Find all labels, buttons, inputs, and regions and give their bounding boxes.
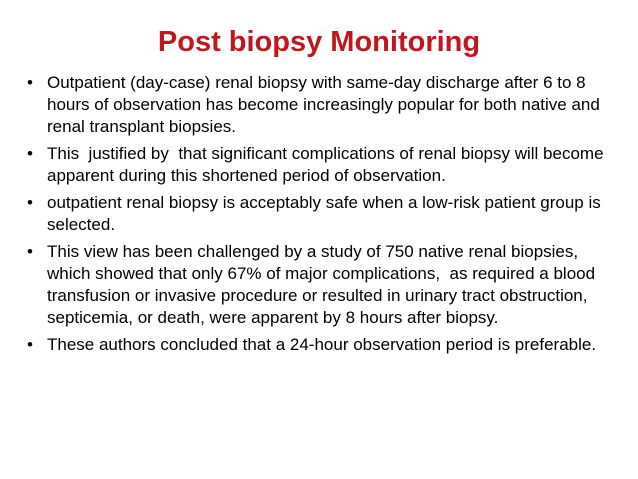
bullet-icon: •: [27, 193, 33, 212]
bullet-icon: •: [27, 144, 33, 163]
slide-title: Post biopsy Monitoring: [157, 26, 481, 58]
bullet-text: outpatient renal biopsy is acceptably safe when a low-risk patient group is selected.: [47, 193, 601, 234]
bullet-item: [25, 192, 621, 236]
bullet-item: [25, 143, 621, 187]
bullet-list: [25, 72, 621, 361]
bullet-icon: •: [27, 335, 33, 354]
bullet-text: Outpatient (day-case) renal biopsy with same-day discharge after 6 to 8 hours of observation has become increasingly popular for both native and renal transplant biopsies.: [47, 73, 600, 136]
bullet-text: This justified by that significant complications of renal biopsy will become apparent during this shortened period of observation.: [47, 144, 609, 185]
bullet-item: [25, 334, 621, 356]
bullet-text: These authors concluded that a 24-hour observation period is preferable.: [47, 335, 597, 354]
bullet-item: [25, 72, 621, 138]
bullet-text: This view has been challenged by a study of 750 native renal biopsies, which showed that only 67% of major complications, as required a blood transfusion or invasive procedure or resulted in urinary tract obstruction, septicemia, or death, were apparent by 8 hours after biopsy.: [47, 242, 600, 327]
bullet-item: [25, 241, 621, 329]
bullet-icon: •: [27, 242, 33, 261]
bullet-icon: •: [27, 73, 33, 92]
